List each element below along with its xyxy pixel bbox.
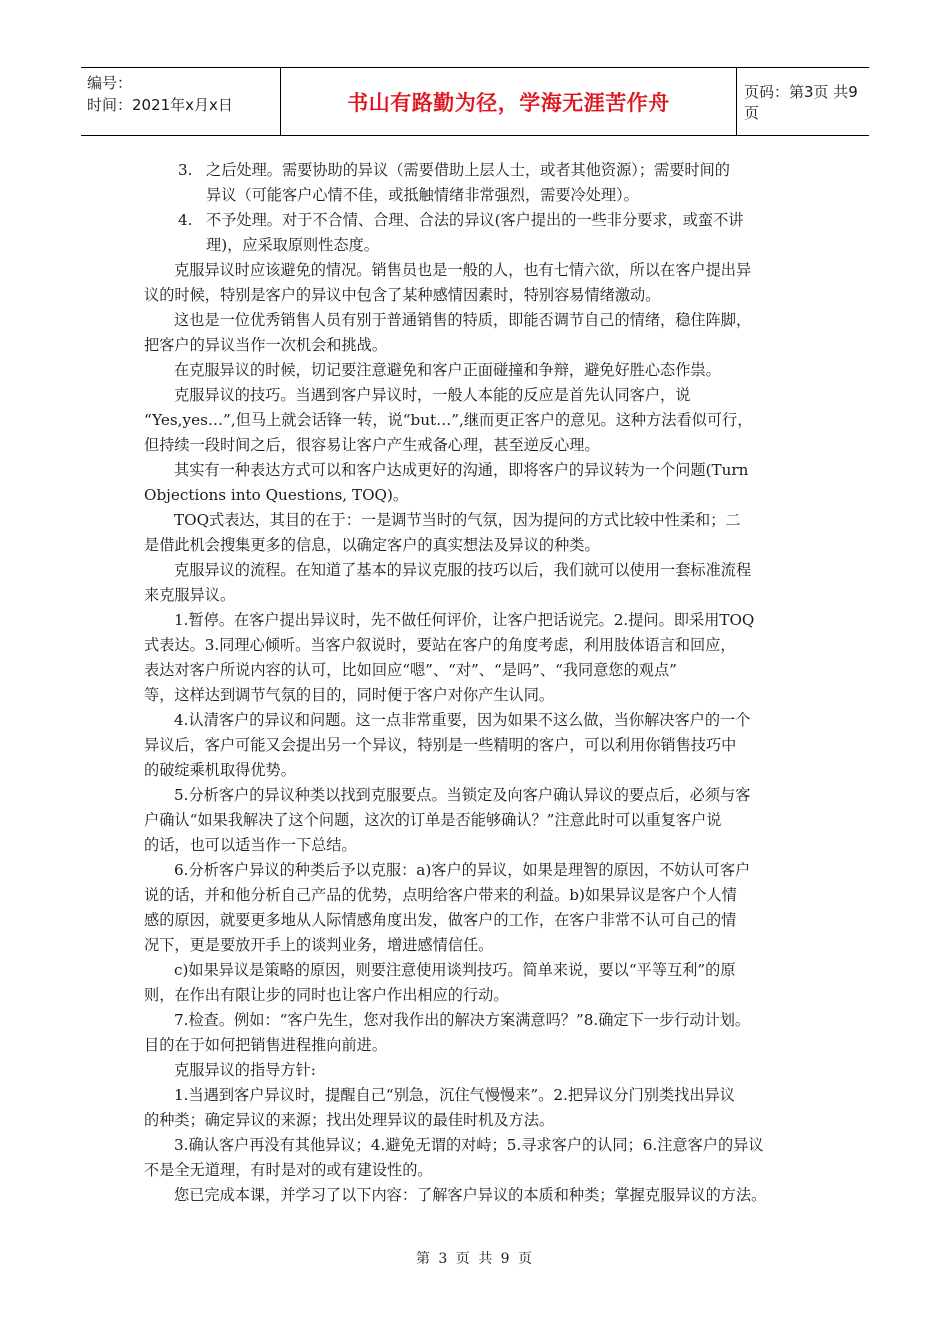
- paragraph: [144, 783, 816, 858]
- text-line: 不是全无道理，有时是对的或有建设性的。: [144, 1161, 433, 1179]
- text-line: TOQ式表达，其目的在于：一是调节当时的气氛，因为提问的方式比较中性柔和；二: [174, 511, 741, 529]
- text-line: 您已完成本课，并学习了以下内容：了解客户异议的本质和种类；掌握克服异议的方法。: [174, 1186, 767, 1204]
- text-line: 克服异议时应该避免的情况。销售员也是一般的人，也有七情六欲，所以在客户提出异: [174, 261, 752, 279]
- header-meta: [81, 68, 281, 135]
- text-line: 是借此机会搜集更多的信息，以确定客户的真实想法及异议的种类。: [144, 536, 600, 554]
- text-line: 4.认清客户的异议和问题。这一点非常重要，因为如果不这么做，当你解决客户的一个: [174, 711, 751, 729]
- header-motto: 书山有路勤为径，学海无涯苦作舟: [281, 68, 737, 135]
- text-line: 异议（可能客户心情不佳，或抵触情绪非常强烈，需要冷处理）。: [206, 186, 639, 204]
- text-line: 议的时候，特别是客户的异议中包含了某种感情因素时，特别容易情绪激动。: [144, 286, 661, 304]
- text-line: 其实有一种表达方式可以和客户达成更好的沟通，即将客户的异议转为一个问题(Turn: [174, 461, 749, 479]
- paragraph: [144, 1008, 816, 1058]
- paragraph: [144, 508, 816, 558]
- text-line: 3.确认客户再没有其他异议；4.避免无谓的对峙；5.寻求客户的认同；6.注意客户的异议: [174, 1136, 764, 1154]
- text-line: 等，这样达到调节气氛的目的，同时便于客户对你产生认同。: [144, 686, 555, 704]
- text-line: 感的原因，就要更多地从人际情感角度出发，做客户的工作，在客户非常不认可自己的情: [144, 911, 737, 929]
- paragraph: [144, 458, 816, 508]
- paragraph: [144, 1083, 816, 1133]
- number-label: 编号：: [87, 74, 133, 92]
- text-line: 目的在于如何把销售进程推向前进。: [144, 1036, 387, 1054]
- paragraph: [144, 608, 816, 708]
- paragraph: [144, 258, 816, 308]
- text-line: 则，在作出有限让步的同时也让客户作出相应的行动。: [144, 986, 509, 1004]
- text-line: 在克服异议的时候，切记要注意避免和客户正面碰撞和争辩，避免好胜心态作祟。: [174, 361, 721, 379]
- paragraph: [144, 858, 816, 958]
- text-line: 克服异议的流程。在知道了基本的异议克服的技巧以后，我们就可以使用一套标准流程: [174, 561, 752, 579]
- text-line: 7.检查。例如：“客户先生，您对我作出的解决方案满意吗？”8.确定下一步行动计划。: [174, 1011, 751, 1029]
- document-body: [144, 158, 816, 1208]
- paragraph: [144, 383, 816, 458]
- text-line: 式表达。3.同理心倾听。当客户叙说时，要站在客户的角度考虑，利用肢体语言和回应，: [144, 636, 736, 654]
- paragraph: [144, 708, 816, 783]
- page-footer: 第 3 页 共 9 页: [415, 1251, 535, 1267]
- text-line: 的话，也可以适当作一下总结。: [144, 836, 357, 854]
- text-line: 况下，更是要放开手上的谈判业务，增进感情信任。: [144, 936, 494, 954]
- text-line: 6.分析客户异议的种类后予以克服：a)客户的异议，如果是理智的原因，不妨认可客户: [174, 861, 751, 879]
- text-line: 来克服异议。: [144, 586, 236, 604]
- text-line: 户确认“如果我解决了这个问题，这次的订单是否能够确认？”注意此时可以重复客户说: [144, 811, 722, 829]
- text-line: 5.分析客户的异议种类以找到克服要点。当锁定及向客户确认异议的要点后，必须与客: [174, 786, 751, 804]
- list-item-number: 3.: [178, 161, 193, 179]
- text-line: 不予处理。对于不合情、合理、合法的异议(客户提出的一些非分要求，或蛮不讲: [206, 211, 744, 229]
- text-line: 之后处理。需要协助的异议（需要借助上层人士，或者其他资源）；需要时间的: [206, 161, 730, 179]
- header-table: [81, 67, 869, 136]
- text-line: 异议后，客户可能又会提出另一个异议，特别是一些精明的客户，可以利用你销售技巧中: [144, 736, 737, 754]
- text-line: Objections into Questions, TOQ)。: [144, 486, 409, 504]
- time-label: 时间：2021年x月x日: [87, 96, 233, 114]
- paragraphs: [144, 258, 816, 1208]
- paragraph: [144, 358, 816, 383]
- paragraph: [144, 1133, 816, 1183]
- paragraph: [144, 1058, 816, 1083]
- paragraph: [144, 1183, 816, 1208]
- text-line: 的破绽乘机取得优势。: [144, 761, 296, 779]
- text-line: c)如果异议是策略的原因，则要注意使用谈判技巧。简单来说，要以“平等互利”的原: [174, 961, 736, 979]
- text-line: 这也是一位优秀销售人员有别于普通销售的特质，即能否调节自己的情绪，稳住阵脚，: [174, 311, 752, 329]
- text-line: 1.当遇到客户异议时，提醒自己“别急，沉住气慢慢来”。2.把异议分门别类找出异议: [174, 1086, 735, 1104]
- text-line: 的种类；确定异议的来源；找出处理异议的最佳时机及方法。: [144, 1111, 555, 1129]
- text-line: 1.暂停。在客户提出异议时，先不做任何评价，让客户把话说完。2.提问。即采用TOQ: [174, 611, 755, 629]
- text-line: 说的话，并和他分析自己产品的优势，点明给客户带来的利益。b)如果异议是客户个人情: [144, 886, 737, 904]
- text-line: 理)，应采取原则性态度。: [206, 236, 379, 254]
- text-line: “Yes,yes…”,但马上就会话锋一转，说“but…”,继而更正客户的意见。这种方法看似可行，: [144, 411, 753, 429]
- header-page-label: 页码：第3页 共9页: [744, 82, 858, 122]
- list-item: [144, 208, 816, 258]
- paragraph: [144, 558, 816, 608]
- text-line: 表达对客户所说内容的认可，比如回应“嗯”、“对”、“是吗”、“我同意您的观点”: [144, 661, 677, 679]
- text-line: 但持续一段时间之后，很容易让客户产生戒备心理，甚至逆反心理。: [144, 436, 600, 454]
- text-line: 克服异议的技巧。当遇到客户异议时，一般人本能的反应是首先认同客户，说: [174, 386, 691, 404]
- paragraph: [144, 308, 816, 358]
- list-item: [144, 158, 816, 208]
- list-item-number: 4.: [178, 211, 193, 229]
- paragraph: [144, 958, 816, 1008]
- text-line: 把客户的异议当作一次机会和挑战。: [144, 336, 387, 354]
- text-line: 克服异议的指导方针:: [174, 1061, 316, 1079]
